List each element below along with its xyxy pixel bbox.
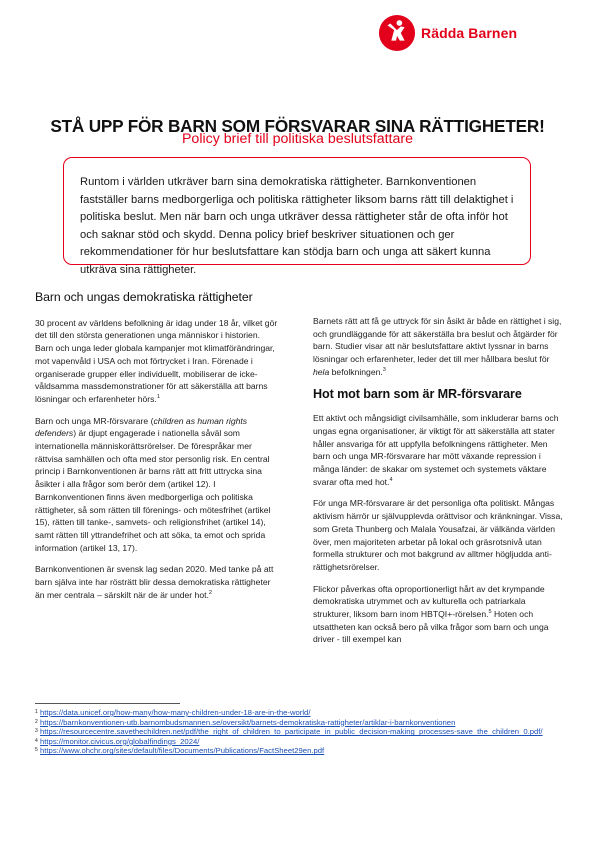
summary-box — [63, 157, 531, 276]
footnote-4: 4 https://monitor.civicus.org/globalfindings_2024/ — [35, 736, 200, 746]
footnotes — [35, 708, 560, 756]
summary-text: Runtom i världen utkräver barn sina demokratiska rättigheter. Barnkonventionen fastställer barns medborgerliga och politiska rättigheter liksom barns rätt till delaktighet i politiska beslut. Men när barn och unga utkräver dessa rättigheter står de ofta inför hot och saknar stöd och skydd. Denna policy brief beskriver situationen och ger rekommendationer för hur beslutsfattare kan stödja barn och unga att säkert kunna utkräva sina rättigheter. — [80, 176, 514, 276]
paragraph: För unga MR-försvarare är det personliga ofta politiskt. Mångas aktivism härrör ur självupplevda orättvisor och kränkningar. Vissa, som Greta Thunberg och Malala Yousafzai, är välkända världen över, men majoriteten arbetar på lokal och gräsrotsnivå utan formella strukturer och mot bakgrund av alltmer högljudda anti-rättighetsrörelser. — [313, 498, 563, 572]
footnote-1: 1 https://data.unicef.org/how-many/how-many-children-under-18-are-in-the-world/ — [35, 708, 311, 717]
footnote-link[interactable]: https://data.unicef.org/how-many/how-many-children-under-18-are-in-the-world/ — [40, 708, 311, 717]
paragraph: Barn och unga MR-försvarare (children as human rights defenders) är djupt engagerade i nationella såväl som internationella människorättsrörelser. De förespråkar mer rättvisa samhällen och ofta med stor personlig risk. En central princip i Barnkonventionen är barns rätt att fritt uttrycka sina åsikter i alla frågor som berör dem (artikel 12). I Barnkonventionen finns även medborgerliga och politiska rättigheter, så som rätten till förenings- och mötesfrihet (artikel 15), rätten till tanke-, samvets- och religionsfrihet (artikel 14), samt rätten till yttrandefrihet och att söka, ta emot och sprida information (artikel 13, 17). — [35, 415, 271, 553]
footnote-5: 5 https://www.ohchr.org/sites/default/files/Documents/Publications/FactSheet29en.pdf — [35, 746, 325, 756]
footnote-link[interactable]: https://www.ohchr.org/sites/default/files/Documents/Publications/FactSheet29en.pdf — [40, 746, 325, 756]
footnote-divider — [35, 703, 180, 704]
footnote-link[interactable]: https://resourcecentre.savethechildren.net/pdf/the_right_of_children_to_participate_in_public_decision-making_processes-save_the_children_0.pdf/ — [40, 727, 543, 737]
footnote-ref[interactable]: 2 — [208, 589, 212, 596]
left-column — [35, 291, 278, 610]
section-heading-democratic-rights: Barn och ungas demokratiska rättigheter — [35, 290, 253, 304]
paragraph: Flickor påverkas ofta oproportionerligt hårt av det krympande demokratiska utrymmet och av kulturella och patriarkala strukturer, liksom barn inom HBTQI+-rörelsen.$^5$ Hoten och utsattheten kan också bero på vilka frågor som barn och unga driver - till exempel kan — [313, 583, 549, 645]
rb-logo — [378, 14, 517, 52]
page-title: STÅ UPP FÖR BARN SOM FÖRSVARAR SINA RÄTTIGHETER! — [50, 115, 545, 136]
child-figure-icon — [378, 14, 416, 52]
logo-text: Rädda Barnen — [421, 25, 518, 41]
footnote-ref[interactable]: 5 — [488, 609, 492, 616]
paragraph: 30 procent av världens befolkning är idag under 18 år, vilket gör det till den största generationen unga människor i historien. Barn och unga leder globala kampanjer mot klimatförändringar, mot vapenvåld i USA och mot förtrycket i Iran. Förenade i organiserade grupper eller individuellt, mobiliserar de icke-våldsamma massdemonstrationer för att säkerställa att barns lösningar och erfarenheter hörs.$^1$ — [35, 317, 278, 404]
footnote-ref[interactable]: 3 — [382, 366, 386, 373]
right-column — [313, 315, 563, 655]
footnote-2: 2 https://barnkonventionen-utb.barnombudsmannen.se/oversikt/barnets-demokratiska-rattigheter/artiklar-i-barnkonventionen — [35, 717, 456, 727]
section-heading-threats: Hot mot barn som är MR-försvarare — [313, 386, 522, 401]
footnote-link[interactable]: https://barnkonventionen-utb.barnombudsmannen.se/oversikt/barnets-demokratiska-rattigheter/artiklar-i-barnkonventionen — [40, 717, 456, 727]
page-subtitle: Policy brief till politiska beslutsfattare — [181, 131, 414, 147]
paragraph: Ett aktivt och mångsidigt civilsamhälle, som inkluderar barns och ungas egna organisationer, är viktigt för att säkerställa att stater håller ansvariga för att uppfylla befolkningens rättigheter. Men barn och unga MR-försvarare har mött växande repression i många länder: de skakar om systemet och systemets väktare svarar ofta med hot.$^4$ — [313, 413, 559, 487]
paragraph: Barnets rätt att få ge uttryck för sin åsikt är både en rättighet i sig, och grundläggande för att säkerställa bra beslut och åtgärder för barn. Studier visar att när beslutsfattare aktivt lyssnar in barns lösningar och erfarenheter, leder det till mer hållbara beslut för hela befolkningen.$^3$ — [313, 316, 562, 377]
paragraph: Barnkonventionen är svensk lag sedan 2020. Med tanke på att barn själva inte har rösträtt blir dessa demokratiska rättigheter än mer centrala – särskilt när de är under hot.$^2$ — [35, 564, 274, 600]
footnote-3: 3 https://resourcecentre.savethechildren.net/pdf/the_right_of_children_to_participate_in_public_decision-making_processes-save_the_children_0.pdf/ — [35, 727, 543, 737]
footnote-ref[interactable]: 1 — [156, 394, 160, 401]
footnote-ref[interactable]: 4 — [389, 476, 393, 483]
footnote-link[interactable]: https://monitor.civicus.org/globalfindings_2024/ — [40, 736, 200, 746]
